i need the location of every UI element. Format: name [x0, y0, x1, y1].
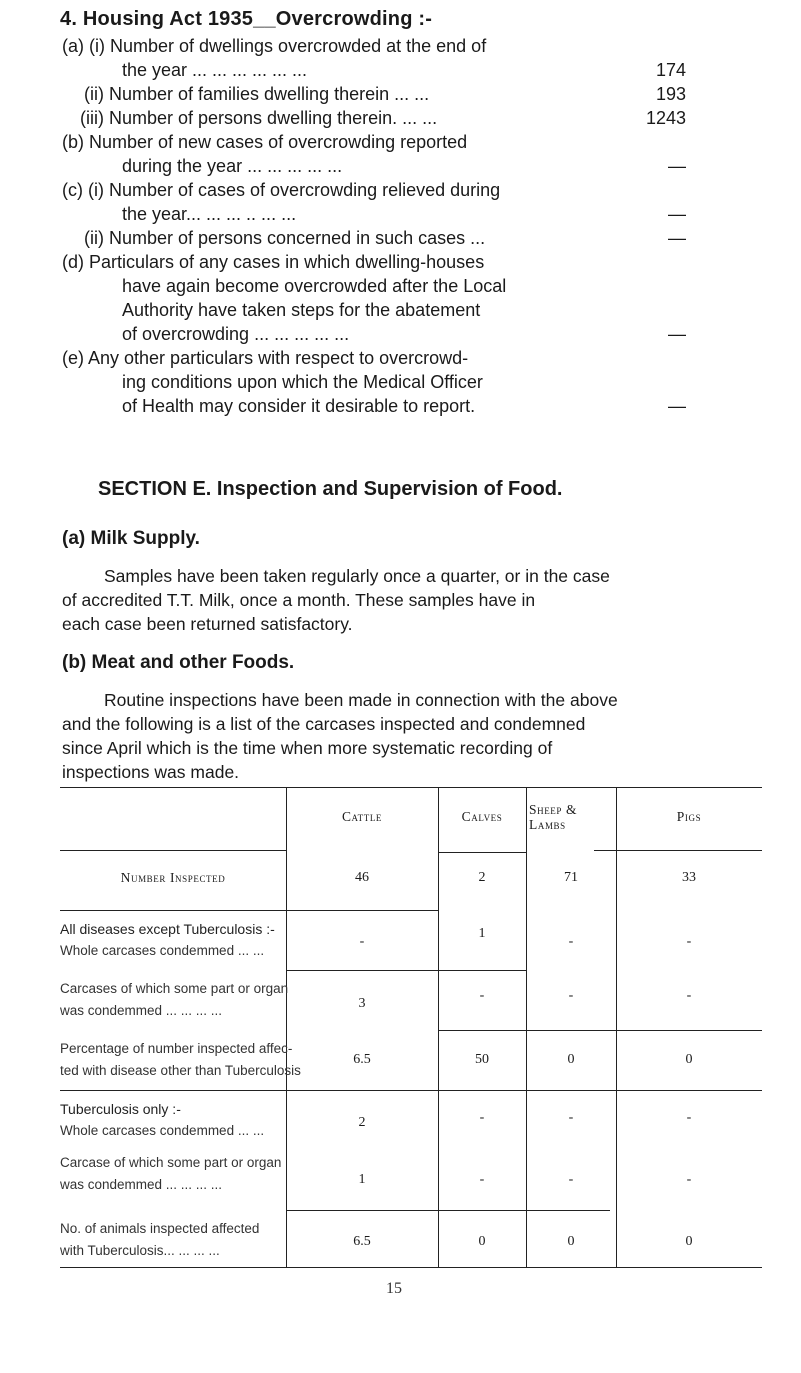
housing-item-label: (e) Any other particulars with respect to overcrowd-	[62, 348, 469, 368]
housing-item-label: the year... ... ... .. ... ...	[122, 204, 297, 224]
table-cell: -	[568, 1110, 574, 1125]
housing-item-label: ing conditions upon which the Medical Officer	[122, 372, 483, 392]
table-rule	[438, 852, 526, 853]
table-cell: 50	[475, 1052, 489, 1067]
table-rule	[286, 1210, 610, 1211]
table-cell: -	[686, 988, 692, 1003]
table-cell: 6.5	[353, 1234, 371, 1249]
housing-item-a-iii	[0, 106, 801, 130]
table-cell: 2	[358, 1115, 366, 1130]
table-cell: 6.5	[353, 1052, 371, 1067]
column-header: Cattle	[341, 809, 383, 824]
housing-item-label: of overcrowding ... ... ... ... ...	[122, 324, 350, 344]
paragraph-line: since April which is the time when more systematic recording of	[62, 738, 553, 758]
housing-item-label: (ii) Number of persons concerned in such cases ...	[84, 228, 486, 248]
table-cell: 3	[358, 996, 366, 1011]
column-header: Calves	[461, 809, 503, 824]
housing-item-value: 193	[655, 84, 686, 104]
table-cell: 0	[567, 1052, 575, 1067]
table-rule	[438, 787, 439, 1268]
table-cell: -	[568, 1172, 574, 1187]
paragraph-line: and the following is a list of the carcases inspected and condemned	[62, 714, 586, 734]
table-rule	[438, 1030, 762, 1031]
table-cell: 71	[564, 870, 578, 885]
table-cell: -	[479, 988, 485, 1003]
row-label: All diseases except Tuberculosis :-	[60, 921, 275, 937]
housing-item-label: (d) Particulars of any cases in which dwelling-houses	[62, 252, 485, 272]
table-rule	[60, 910, 286, 911]
row-label: Carcase of which some part or organ	[60, 1155, 282, 1170]
page-number: 15	[386, 1280, 402, 1297]
table-cell: 1	[478, 926, 486, 941]
row-label: Tuberculosis only :-	[60, 1101, 181, 1117]
housing-item-label: (c) (i) Number of cases of overcrowding relieved during	[62, 180, 501, 200]
table-rule	[286, 970, 526, 971]
table-cell: -	[568, 934, 574, 949]
table-cell: 2	[478, 870, 486, 885]
housing-item-d	[0, 250, 801, 274]
milk-paragraph	[62, 564, 772, 636]
housing-item-label: of Health may consider it desirable to report.	[122, 396, 476, 416]
housing-item-e-cont	[0, 370, 801, 394]
housing-item-label: Authority have taken steps for the abatement	[122, 300, 481, 320]
row-label: Carcases of which some part or organ	[60, 981, 289, 996]
table-cell: 0	[685, 1234, 693, 1249]
column-header: Pigs	[676, 809, 702, 824]
table-rule	[60, 1090, 762, 1091]
table-rule	[286, 910, 438, 911]
table-rule	[60, 1267, 762, 1268]
housing-item-b	[0, 130, 801, 154]
table-cell: 1	[358, 1172, 366, 1187]
housing-item-value: 1243	[645, 108, 686, 128]
table-cell: 0	[685, 1052, 693, 1067]
housing-item-a-ii	[0, 82, 801, 106]
housing-item-value: —	[668, 204, 686, 224]
housing-item-label: (ii) Number of families dwelling therein ... ...	[84, 84, 430, 104]
row-label: Whole carcases condemmed ... ...	[60, 1123, 265, 1138]
housing-item-label: (iii) Number of persons dwelling therein. ... ...	[80, 108, 438, 128]
housing-item-label: during the year ... ... ... ... ...	[122, 156, 343, 176]
table-cell: -	[686, 934, 692, 949]
housing-item-label: the year ... ... ... ... ... ...	[122, 60, 308, 80]
table-rule	[362, 850, 363, 852]
housing-item-c-ii	[0, 226, 801, 250]
page-heading: 4. Housing Act 1935__Overcrowding :-	[60, 8, 433, 30]
row-label-number-inspected: Number Inspected	[120, 870, 226, 885]
housing-item-e-cont	[0, 394, 801, 418]
housing-item-b-cont	[0, 154, 801, 178]
paragraph-line: Samples have been taken regularly once a quarter, or in the case	[104, 566, 610, 586]
table-cell: -	[686, 1172, 692, 1187]
housing-item-label: (a) (i) Number of dwellings overcrowded at the end of	[62, 36, 487, 56]
table-rule	[616, 787, 617, 1268]
table-cell: 46	[355, 870, 369, 885]
table-cell: -	[686, 1110, 692, 1125]
housing-item-value: 174	[655, 60, 686, 80]
table-rule	[594, 850, 762, 851]
table-rule	[526, 787, 527, 1268]
housing-item-c-i-cont	[0, 202, 801, 226]
housing-item-label: (b) Number of new cases of overcrowding reported	[62, 132, 468, 152]
housing-item-a-i	[0, 34, 801, 58]
milk-heading: (a) Milk Supply.	[62, 528, 200, 549]
table-rule	[60, 850, 286, 851]
table-cell: -	[479, 1172, 485, 1187]
paragraph-line: each case been returned satisfactory.	[62, 614, 353, 634]
paragraph-line: inspections was made.	[62, 762, 240, 782]
table-cell: -	[479, 1110, 485, 1125]
paragraph-line: Routine inspections have been made in connection with the above	[104, 690, 618, 710]
paragraph-line: of accredited T.T. Milk, once a month. These samples have in	[62, 590, 536, 610]
table-cell: -	[359, 934, 365, 949]
column-header: Sheep & Lambs	[529, 802, 578, 832]
row-label: ted with disease other than Tuberculosis	[60, 1063, 301, 1078]
housing-item-value: —	[668, 396, 686, 416]
housing-item-e	[0, 346, 801, 370]
housing-item-c-i	[0, 178, 801, 202]
row-label: was condemmed ... ... ... ...	[60, 1003, 223, 1018]
table-cell: 0	[567, 1234, 575, 1249]
housing-item-value: —	[668, 324, 686, 344]
table-rule	[60, 787, 762, 788]
row-label: Whole carcases condemmed ... ...	[60, 943, 265, 958]
section-title: SECTION E. Inspection and Supervision of Food.	[98, 478, 563, 500]
table-cell: 33	[682, 870, 696, 885]
meat-heading: (b) Meat and other Foods.	[62, 652, 295, 673]
housing-item-value: —	[668, 228, 686, 248]
housing-item-d-cont	[0, 274, 801, 298]
housing-item-value: —	[668, 156, 686, 176]
row-label: No. of animals inspected affected	[60, 1221, 260, 1236]
housing-item-d-cont	[0, 322, 801, 346]
row-label: with Tuberculosis... ... ... ...	[60, 1243, 220, 1258]
housing-item-a-i-cont	[0, 58, 801, 82]
table-cell: 0	[478, 1234, 486, 1249]
housing-item-d-cont	[0, 298, 801, 322]
housing-item-label: have again become overcrowded after the Local	[122, 276, 507, 296]
row-label: was condemmed ... ... ... ...	[60, 1177, 223, 1192]
table-rule	[286, 787, 287, 1268]
meat-paragraph	[62, 688, 772, 784]
row-label: Percentage of number inspected affec-	[60, 1041, 293, 1056]
table-cell: -	[568, 988, 574, 1003]
